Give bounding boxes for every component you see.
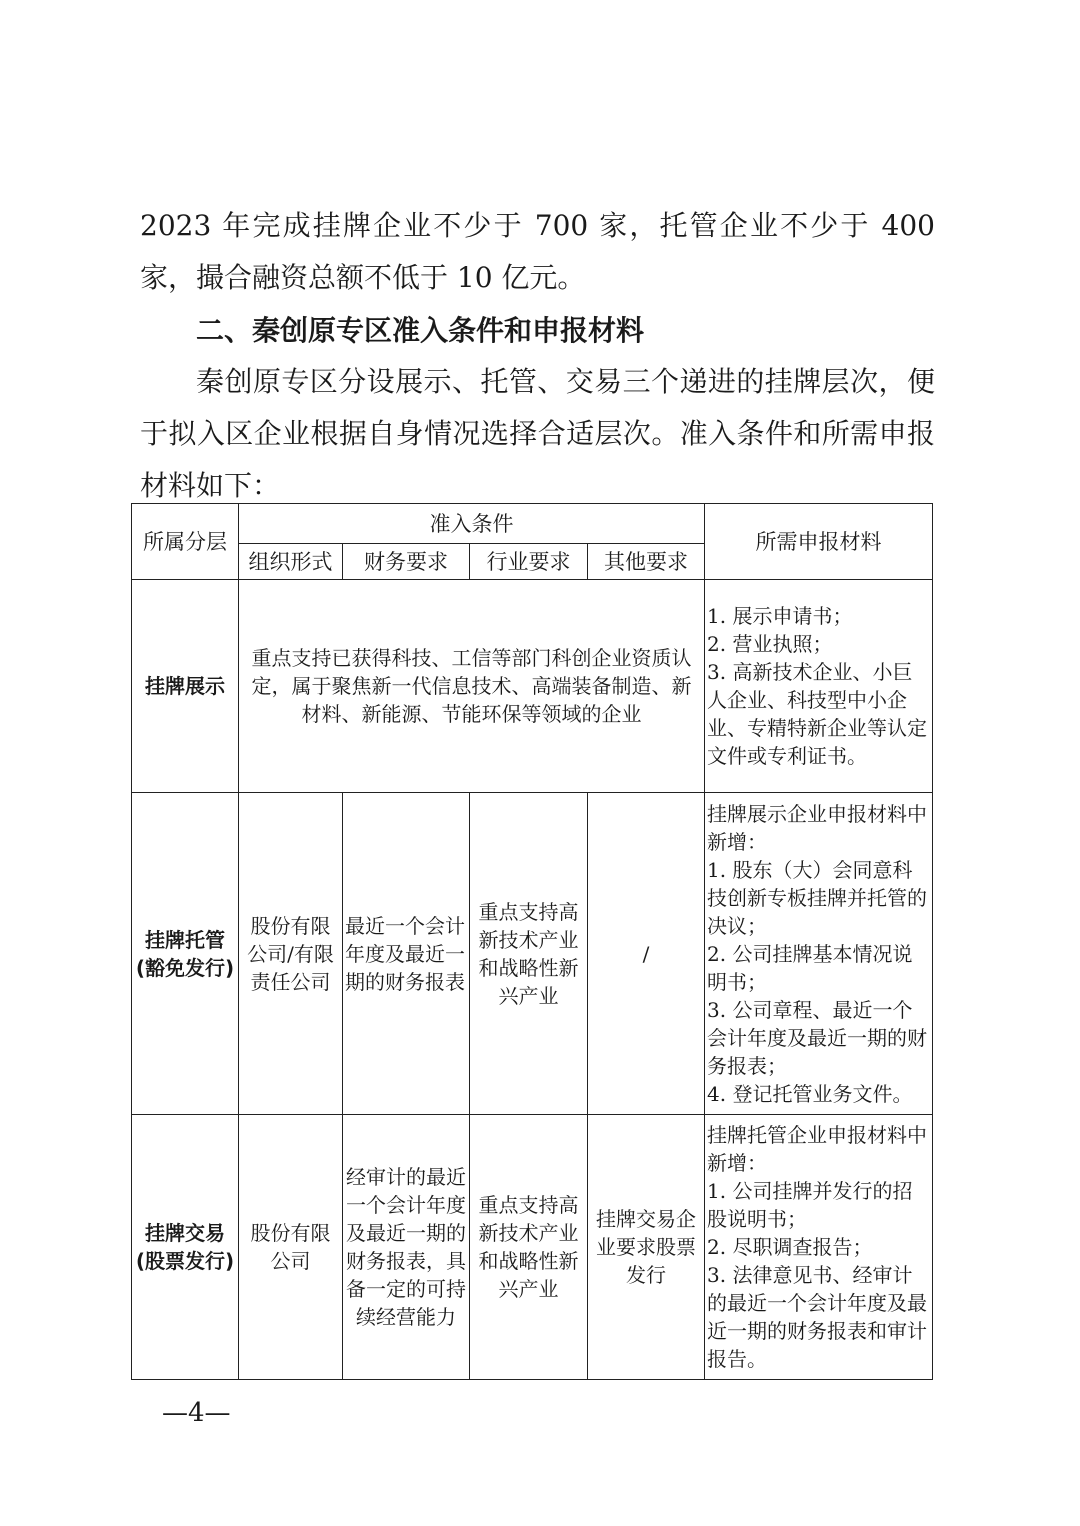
materials-item: 3. 高新技术企业、小巨人企业、科技型中小企业、专精特新企业等认定文件或专利证书。 [707,660,927,768]
materials-item: 3. 公司章程、最近一个会计年度及最近一期的财务报表； [707,997,927,1078]
section-heading: 二、秦创原专区准入条件和申报材料 [196,314,645,347]
materials-item: 挂牌展示企业申报材料中新增： [707,801,927,854]
materials-item: 4. 登记托管业务文件。 [707,1081,913,1106]
tier-cell [132,1115,239,1380]
paragraph-targets: 2023 年完成挂牌企业不少于 700 家，托管企业不少于 400 家，撮合融资总额不低于 10 亿元。 [140,209,935,294]
table-row [132,1115,933,1380]
admission-table [131,503,933,1380]
materials-item: 3. 法律意见书、经审计的最近一个会计年度及最近一期的财务报表和审计报告。 [707,1263,927,1371]
materials-item: 2. 营业执照； [707,632,833,656]
materials-item: 挂牌托管企业申报材料中新增： [707,1123,927,1175]
finance-cell: 经审计的最近一个会计年度及最近一期的财务报表，具备一定的可持续经营能力 [343,1115,470,1380]
materials-item: 1. 展示申请书； [707,604,853,628]
materials-cell [705,1115,933,1380]
header-materials: 所需申报材料 [705,504,933,580]
header-industry: 行业要求 [470,544,588,580]
other-cell: / [588,793,705,1115]
materials-cell [705,580,933,793]
finance-cell: 最近一个会计年度及最近一期的财务报表 [343,793,470,1115]
tier-name: 挂牌交易 [145,1221,225,1245]
header-other: 其他要求 [588,544,705,580]
industry-cell: 重点支持高新技术产业和战略性新兴产业 [470,1115,588,1380]
industry-cell: 重点支持高新技术产业和战略性新兴产业 [470,793,588,1115]
materials-item: 1. 公司挂牌并发行的招股说明书； [707,1179,913,1231]
paragraph-intro: 秦创原专区分设展示、托管、交易三个递进的挂牌层次，便于拟入区企业根据自身情况选择合适层次。准入条件和所需申报材料如下： [140,365,935,502]
tier-name: 挂牌托管 [145,927,225,952]
materials-item: 2. 尽职调查报告； [707,1235,873,1259]
materials-cell [705,793,933,1115]
tier-note: (股票发行) [135,1249,235,1273]
table-row [132,580,933,793]
tier-cell: 挂牌展示 [132,580,239,793]
table-row [132,793,933,1115]
other-cell: 挂牌交易企业要求股票发行 [588,1115,705,1380]
tier-note: (豁免发行) [135,955,235,980]
page-number: —4— [162,1398,231,1428]
org-form-cell: 股份有限公司/有限责任公司 [239,793,343,1115]
header-org-form: 组织形式 [239,544,343,580]
conditions-merged-cell: 重点支持已获得科技、工信等部门科创企业资质认定，属于聚焦新一代信息技术、高端装备制造、新材料、新能源、节能环保等领域的企业 [239,580,705,793]
header-finance: 财务要求 [343,544,470,580]
tier-cell [132,793,239,1115]
header-conditions: 准入条件 [239,504,705,544]
materials-item: 1. 股东（大）会同意科技创新专板挂牌并托管的决议； [707,857,927,938]
materials-item: 2. 公司挂牌基本情况说明书； [707,941,913,994]
org-form-cell: 股份有限公司 [239,1115,343,1380]
header-tier: 所属分层 [132,504,239,580]
